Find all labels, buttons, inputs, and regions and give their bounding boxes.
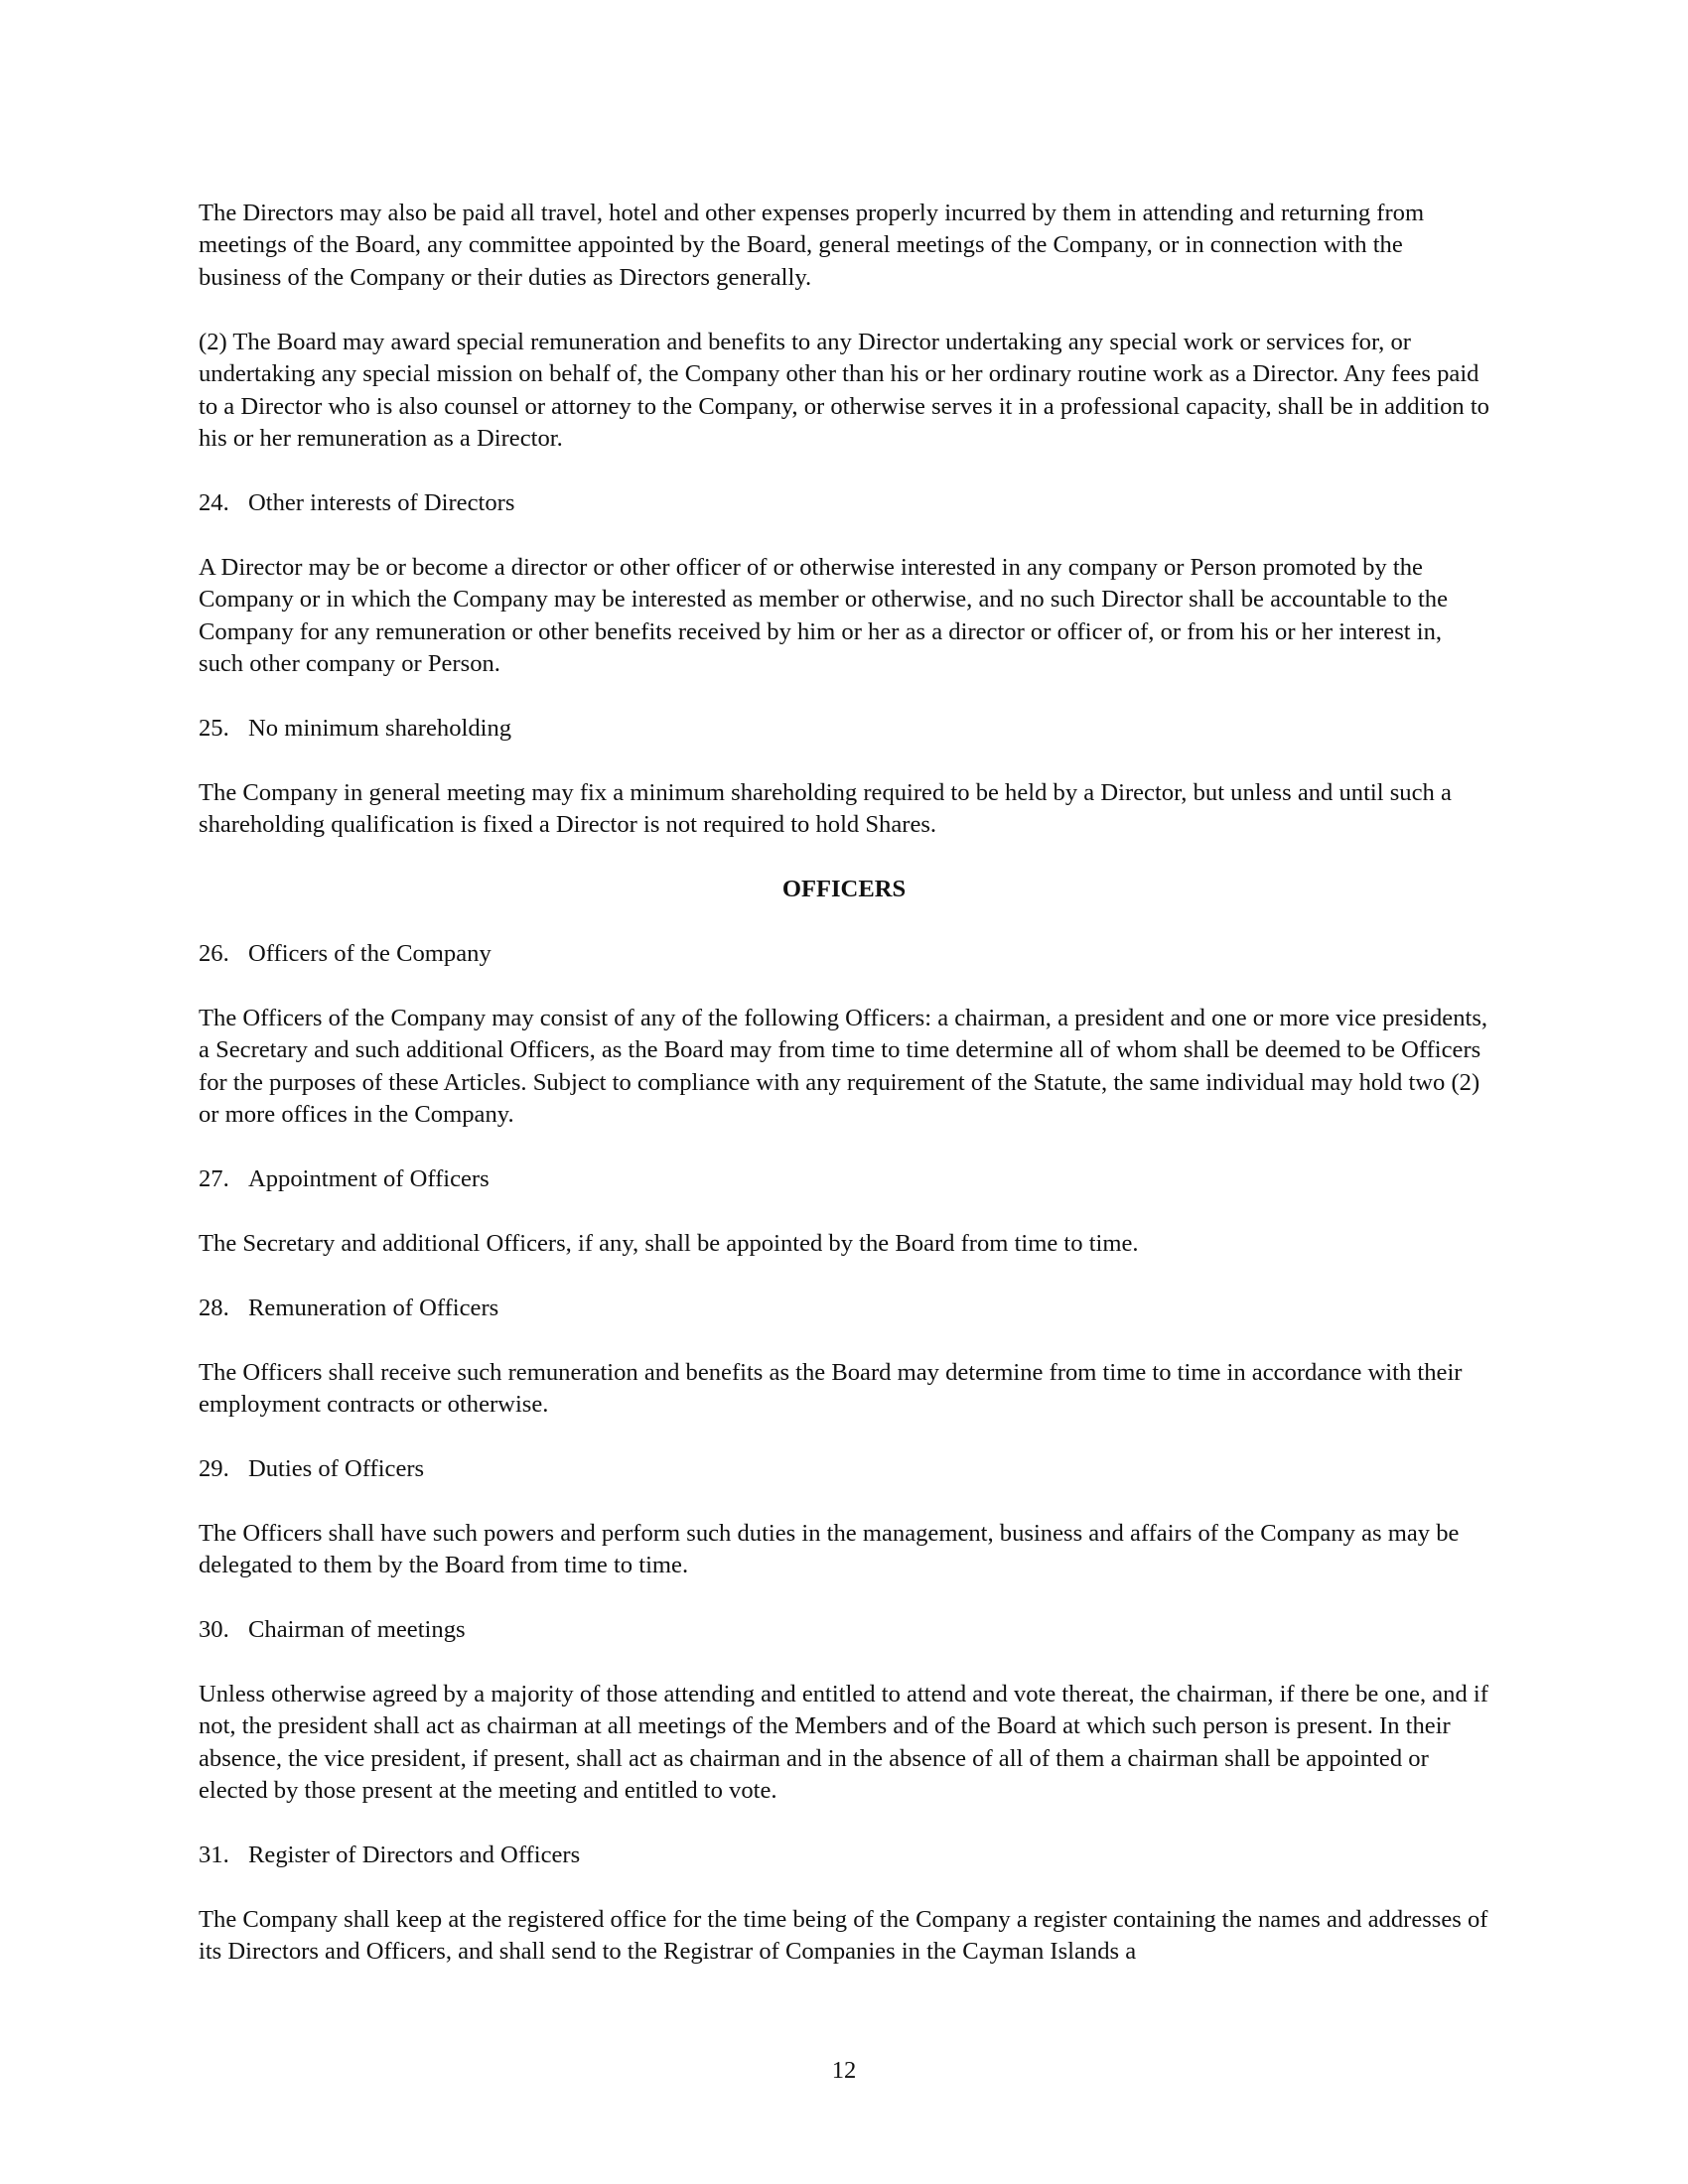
paragraph-chairman-of-meetings: Unless otherwise agreed by a majority of those attending and entitled to attend and vote thereat, the chairman, if there be one, and if not, the president shall act as chairman at all meetings of the Members and of the Board at which such person is present. In their absence, the vice president, if present, shall act as chairman and in the absence of all of them a chairman shall be appointed or elected by those present at the meeting and entitled to vote. [199, 1680, 1488, 1805]
paragraph-officers-of-company: The Officers of the Company may consist of any of the following Officers: a chairman, a president and one or more vice presidents, a Secretary and such additional Officers, as the Board may from time to time determine all of whom shall be deemed to be Officers for the purposes of these Articles. Subject to compliance with any requirement of the Statute, the same individual may hold two (2) or more offices in the Company. [199, 1004, 1488, 1129]
article-heading-27 [199, 1163, 1489, 1195]
paragraph-duties-of-officers: The Officers shall have such powers and perform such duties in the management, business and affairs of the Company as may be delegated to them by the Board from time to time. [199, 1519, 1460, 1579]
article-number: 26. [199, 939, 229, 967]
article-number: 27. [199, 1164, 229, 1192]
paragraph-remuneration-of-officers: The Officers shall receive such remuneration and benefits as the Board may determine from time to time in accordance with their employment contracts or otherwise. [199, 1358, 1463, 1418]
article-heading-26 [199, 938, 1489, 970]
article-title: Other interests of Directors [248, 488, 515, 516]
article-title: Chairman of meetings [248, 1616, 466, 1644]
paragraph-special-remuneration: (2) The Board may award special remuneration and benefits to any Director undertaking any special work or services for, or undertaking any special mission on behalf of, the Company other than his or her ordinary routine work as a Director. Any fees paid to a Director who is also counsel or attorney to the Company, or otherwise serves it in a professional capacity, shall be in addition to his or her remuneration as a Director. [199, 328, 1489, 453]
article-number: 28. [199, 1294, 229, 1321]
article-title: Appointment of Officers [248, 1164, 490, 1192]
paragraph-appointment-of-officers: The Secretary and additional Officers, if any, shall be appointed by the Board from time to time. [199, 1229, 1139, 1257]
article-number: 29. [199, 1454, 229, 1482]
article-number: 24. [199, 488, 229, 516]
article-number: 31. [199, 1842, 229, 1869]
article-heading-30 [199, 1614, 1489, 1646]
paragraph-director-expenses: The Directors may also be paid all travel, hotel and other expenses properly incurred by them in attending and returning from meetings of the Board, any committee appointed by the Board, general meetings of the Company, or in connection with the business of the Company or their duties as Directors generally. [199, 200, 1425, 291]
article-heading-24 [199, 487, 1489, 519]
article-title: Officers of the Company [248, 939, 492, 967]
article-title: Duties of Officers [248, 1454, 425, 1482]
article-heading-31 [199, 1840, 1489, 1871]
page-body [199, 198, 1489, 2000]
paragraph-other-interests: A Director may be or become a director or other officer of or otherwise interested in any company or Person promoted by the Company or in which the Company may be interested as member or otherwise, and no such Director shall be accountable to the Company for any remuneration or other benefits received by him or her as a director or officer of, or from his or her interest in, such other company or Person. [199, 553, 1449, 678]
article-number: 25. [199, 714, 229, 742]
article-heading-28 [199, 1293, 1489, 1324]
paragraph-minimum-shareholding: The Company in general meeting may fix a minimum shareholding required to be held by a Director, but unless and until such a shareholding qualification is fixed a Director is not required to hold Shares. [199, 778, 1452, 839]
article-number: 30. [199, 1616, 229, 1644]
article-heading-25 [199, 713, 1489, 745]
article-title: Register of Directors and Officers [248, 1842, 581, 1869]
section-title-officers: OFFICERS [781, 876, 907, 903]
article-heading-29 [199, 1453, 1489, 1485]
article-title: No minimum shareholding [248, 714, 512, 742]
article-title: Remuneration of Officers [248, 1294, 499, 1321]
page-number: 12 [831, 2057, 857, 2084]
paragraph-register-of-directors: The Company shall keep at the registered office for the time being of the Company a register containing the names and addresses of its Directors and Officers, and shall send to the Registrar of Companies in the Cayman Islands a [199, 1905, 1488, 1966]
